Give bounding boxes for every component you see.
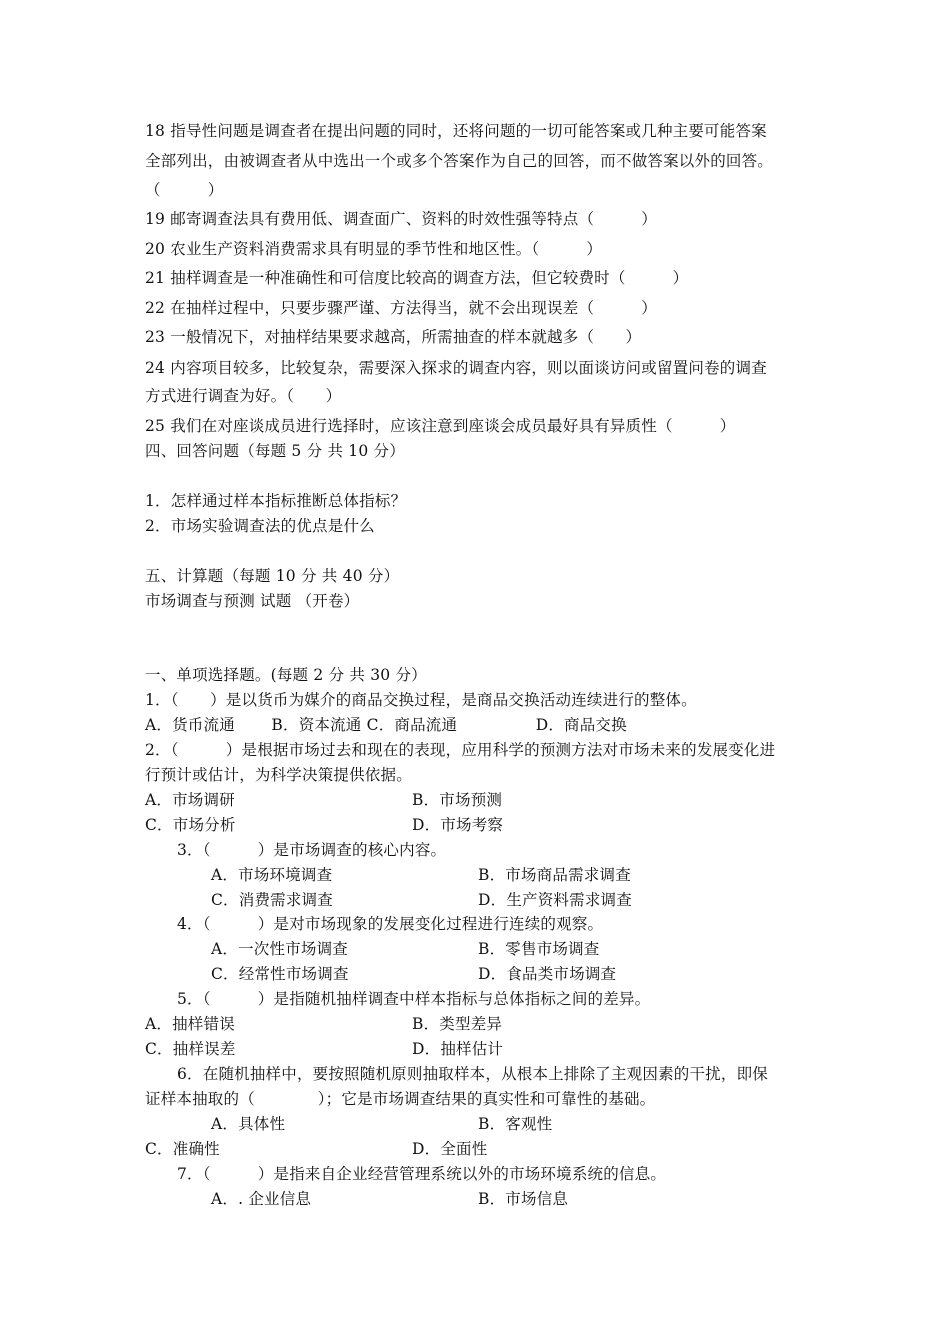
mc-q3-stem: 3．（ ）是市场调查的核心内容。 — [177, 841, 447, 859]
judgment-q24-line1: 24 内容项目较多，比较复杂，需要深入探求的调查内容，则以面谈访问或留置问卷的调查 — [145, 359, 767, 377]
mc-q2-option-d: D．市场考察 — [412, 816, 504, 834]
judgment-q21: 21 抽样调查是一种准确性和可信度比较高的调查方法，但它较费时（ ） — [145, 269, 689, 287]
mc-q3-option-c: C．消费需求调查 — [211, 891, 333, 909]
mc-q2-option-b: B．市场预测 — [412, 791, 503, 809]
mc-q5-stem: 5．（ ）是指随机抽样调查中样本指标与总体指标之间的差异。 — [177, 990, 651, 1008]
mc-q6-stem-line1: 6．在随机抽样中，要按照随机原则抽取样本，从根本上排除了主观因素的干扰，即保 — [177, 1065, 768, 1083]
mc-q6-option-c: C．准确性 — [145, 1140, 220, 1158]
mc-q7-option-b: B．市场信息 — [478, 1190, 569, 1208]
mc-q4-option-a: A．一次性市场调查 — [211, 940, 348, 958]
mc-q3-option-b: B．市场商品需求调查 — [478, 866, 631, 884]
mc-q1-stem: 1．（ ）是以货币为媒介的商品交换过程，是商品交换活动连续进行的整体。 — [145, 691, 697, 709]
judgment-q18-line1: 18 指导性问题是调查者在提出问题的同时，还将问题的一切可能答案或几种主要可能答案 — [145, 122, 767, 140]
mc-q3-option-a: A．市场环境调查 — [211, 866, 333, 884]
section4-q2: 2．市场实验调查法的优点是什么 — [145, 517, 375, 535]
mc-q2-stem-line2: 行预计或估计，为科学决策提供依据。 — [145, 766, 412, 784]
mc-q4-option-b: B．零售市场调查 — [478, 940, 600, 958]
judgment-q18-blank: （ ） — [145, 181, 224, 199]
mc-q4-option-d: D．食品类市场调查 — [478, 965, 617, 983]
mc-q6-stem-line2: 证样本抽取的（ ）；它是市场调查结果的真实性和可靠性的基础。 — [145, 1090, 656, 1108]
mc-q7-option-a: A．. 企业信息 — [211, 1190, 312, 1208]
judgment-q19: 19 邮寄调查法具有费用低、调查面广、资料的时效性强等特点（ ） — [145, 210, 657, 228]
judgment-q18-line2: 全部列出，由被调查者从中选出一个或多个答案作为自己的回答，而不做答案以外的回答。 — [145, 152, 774, 170]
mc-q4-option-c: C．经常性市场调查 — [211, 965, 349, 983]
mc-q2-option-c: C．市场分析 — [145, 816, 236, 834]
judgment-q25: 25 我们在对座谈成员进行选择时，应该注意到座谈会成员最好具有异质性（ ） — [145, 417, 736, 435]
mc-q7-stem: 7．（ ）是指来自企业经营管理系统以外的市场环境系统的信息。 — [177, 1165, 667, 1183]
mc-q5-option-a: A．抽样错误 — [145, 1015, 235, 1033]
judgment-q22: 22 在抽样过程中，只要步骤严谨、方法得当，就不会出现误差（ ） — [145, 299, 657, 317]
exam-title: 市场调查与预测 试题 （开卷） — [145, 592, 360, 610]
judgment-q23: 23 一般情况下，对抽样结果要求越高，所需抽查的样本就越多（ ） — [145, 328, 642, 346]
section4-title: 四、回答问题（每题 5 分 共 10 分） — [145, 442, 405, 460]
mc-q2-option-a: A．市场调研 — [145, 791, 235, 809]
mc-q4-stem: 4．（ ）是对市场现象的发展变化过程进行连续的观察。 — [177, 915, 604, 933]
judgment-q20: 20 农业生产资料消费需求具有明显的季节性和地区性。（ ） — [145, 240, 603, 258]
mc-q2-stem-line1: 2．（ ）是根据市场过去和现在的表现，应用科学的预测方法对市场未来的发展变化进 — [145, 741, 776, 759]
mc-q5-option-d: D．抽样估计 — [412, 1040, 504, 1058]
mc-q5-option-c: C．抽样误差 — [145, 1040, 236, 1058]
mc-q3-option-d: D．生产资料需求调查 — [478, 891, 632, 909]
section4-q1: 1．怎样通过样本指标推断总体指标？ — [145, 492, 407, 510]
section5-title: 五、计算题（每题 10 分 共 40 分） — [145, 567, 400, 585]
judgment-q24-line2: 方式进行调查为好。（ ） — [145, 387, 342, 405]
mc-q6-option-d: D．全面性 — [412, 1140, 488, 1158]
section1-title: 一、单项选择题。(每题 2 分 共 30 分） — [145, 666, 427, 684]
mc-q5-option-b: B．类型差异 — [412, 1015, 503, 1033]
mc-q6-option-a: A．具体性 — [211, 1115, 286, 1133]
mc-q6-option-b: B．客观性 — [478, 1115, 553, 1133]
mc-q1-options: A．货币流通 B．资本流通 C．商品流通 D．商品交换 — [145, 716, 627, 734]
